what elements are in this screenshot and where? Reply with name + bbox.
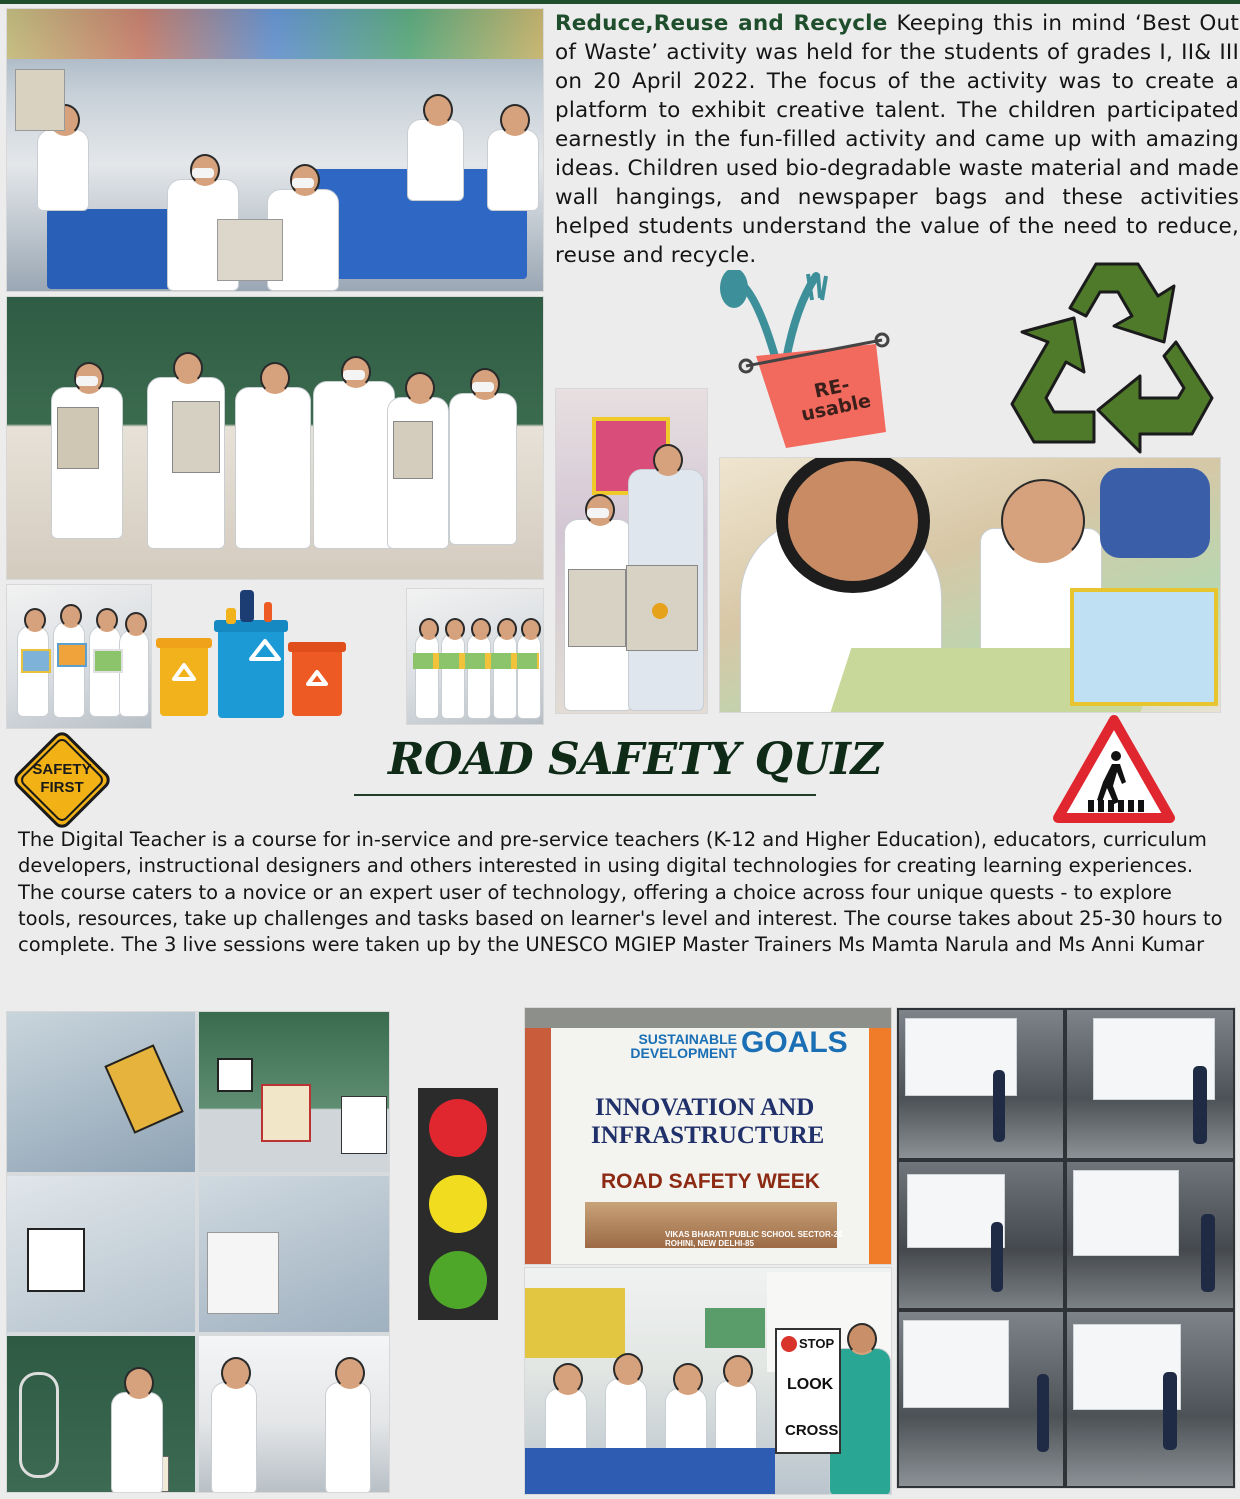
recycle-icon — [1008, 250, 1218, 455]
photo-sdg-poster — [524, 1007, 892, 1265]
photo-classroom-teacher — [524, 1267, 892, 1495]
section2-paragraph: The Digital Teacher is a course for in-service and pre-service teachers (K-12 and Higher Education), educators, curriculum developers, instructional designers and others interested in using digital technologies for creating learning experiences. The course caters to a novice or an expert user of technology, offering a choice across four unique quests - to explore tools, resources, take up challenges and tasks based on learner's level and interest. The course takes about 25-30 hours to complete. The 3 live sessions were taken up by the UNESCO MGIEP Master Trainers Ms Mamta Narula and Ms Anni Kumar — [18, 828, 1223, 957]
top-accent-bar — [0, 0, 1240, 4]
photo-classroom-bags — [6, 8, 544, 292]
reusable-label: RE-usable — [799, 373, 873, 426]
title-underline — [354, 794, 816, 796]
poster-line2: INFRASTRUCTURE — [591, 1122, 825, 1149]
stop-look-cross-placard — [775, 1328, 841, 1454]
photo-students-hangings-right — [406, 588, 544, 725]
traffic-light-icon — [418, 1088, 498, 1320]
section1-heading: Reduce,Reuse and Recycle — [555, 11, 888, 36]
poster-week: ROAD SAFETY WEEK — [601, 1170, 820, 1193]
photo-auditorium-collage — [896, 1007, 1236, 1489]
placard-look: LOOK — [787, 1376, 834, 1393]
safety-first-label: SAFETY FIRST — [32, 761, 92, 796]
section1-paragraph — [555, 9, 1239, 270]
placard-cross: CROSS — [785, 1422, 839, 1439]
section1-body: Keeping this in mind ‘Best Out of Waste’ activity was held for the students of grades I, II& III on 20 April 2022. The focus of the activity was to create a platform to exhibit creative talent. The children participated earnestly in the fun-filled activity and came up with amazing ideas. Children used bio-degradable waste material and made wall hangings, and newspaper bags and these activities helped students understand the value of the need to reduce, reuse and recycle. — [555, 11, 1239, 268]
poster-sdg-bottom: DEVELOPMENT — [630, 1045, 737, 1061]
photo-collage-road-safety — [6, 1011, 390, 1493]
poster-school: VIKAS BHARATI PUBLIC SCHOOL SECTOR-24 ROHINI, NEW DELHI-85 — [665, 1230, 843, 1248]
pedestrian-crossing-sign-icon — [1052, 714, 1176, 826]
photo-children-crafting — [719, 457, 1221, 713]
poster-sdg-small-text — [627, 1032, 737, 1060]
poster-sdg-top: SUSTAINABLE — [638, 1031, 737, 1047]
photo-two-boys-bags — [555, 388, 708, 714]
placard-stop: STOP — [799, 1336, 835, 1351]
poster-goals: GOALS — [741, 1026, 848, 1059]
section2-title: ROAD SAFETY QUIZ — [388, 734, 883, 785]
photo-students-hangings-left — [6, 584, 152, 729]
photo-students-with-bags — [6, 296, 544, 580]
recycle-bins-icon — [156, 584, 346, 720]
poster-line1: INNOVATION AND — [595, 1094, 815, 1121]
